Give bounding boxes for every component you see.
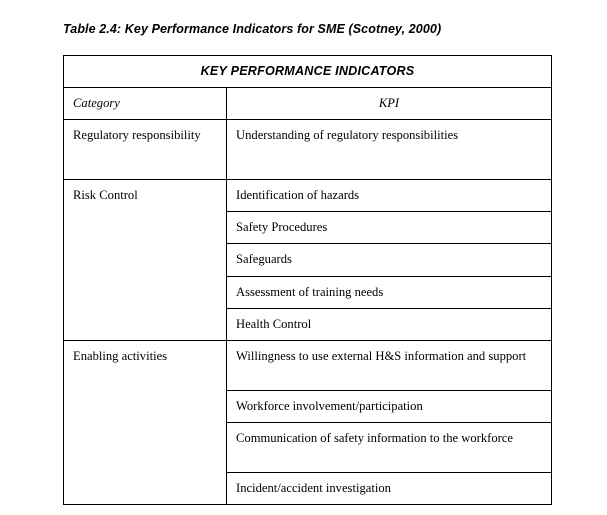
kpi-cell: Safeguards <box>227 244 552 276</box>
kpi-cell: Health Control <box>227 308 552 340</box>
table-caption: Table 2.4: Key Performance Indicators for SME (Scotney, 2000) <box>63 22 442 36</box>
kpi-cell: Communication of safety information to the workforce <box>227 422 552 472</box>
kpi-cell: Safety Procedures <box>227 212 552 244</box>
kpi-cell: Assessment of training needs <box>227 276 552 308</box>
table-row <box>64 180 552 212</box>
table-title-cell: KEY PERFORMANCE INDICATORS <box>64 56 552 88</box>
column-header-kpi: KPI <box>227 88 552 120</box>
kpi-cell: Identification of hazards <box>227 180 552 212</box>
column-header-category: Category <box>64 88 227 120</box>
category-cell: Risk Control <box>64 180 227 341</box>
kpi-cell: Understanding of regulatory responsibilities <box>227 120 552 180</box>
kpi-cell: Workforce involvement/participation <box>227 390 552 422</box>
table-row <box>64 120 552 180</box>
kpi-cell: Willingness to use external H&S information and support <box>227 340 552 390</box>
kpi-table <box>63 55 552 505</box>
table-row <box>64 56 552 88</box>
category-cell: Enabling activities <box>64 340 227 504</box>
kpi-cell: Incident/accident investigation <box>227 472 552 504</box>
table-row <box>64 340 552 390</box>
category-cell: Regulatory responsibility <box>64 120 227 180</box>
table-row <box>64 88 552 120</box>
